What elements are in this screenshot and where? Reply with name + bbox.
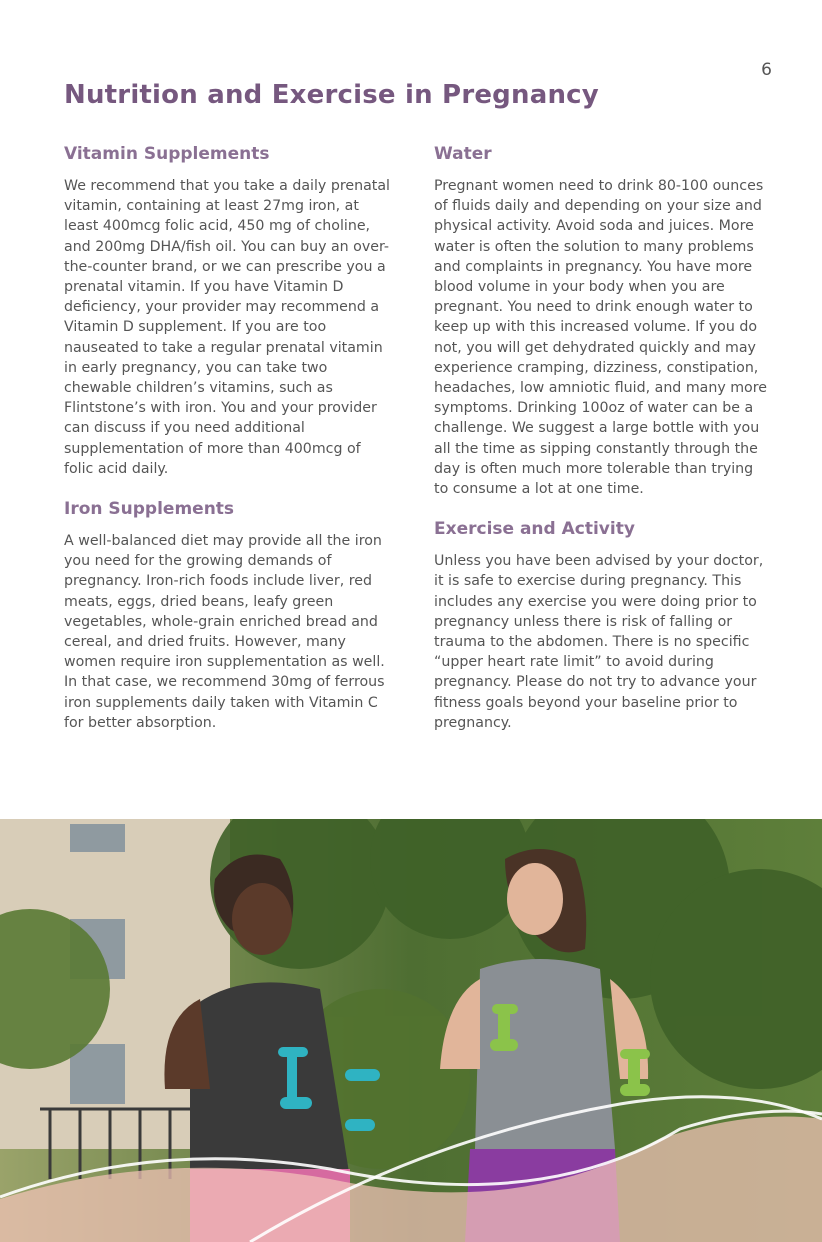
iron-body: A well-balanced diet may provide all the iron you need for the growing demands of pregnancy. Iron-rich foods include liver, red meats, eggs, dried beans, leafy green vegetables, whole-grain enriched bread and cereal, and dried fruits. However, many women require iron supplementation as well. In that case, we recommend 30mg of ferrous iron supplements daily taken with Vitamin C for better absorption. (64, 533, 385, 731)
exercise-body: Unless you have been advised by your doctor, it is safe to exercise during pregnancy. This includes any exercise you were doing prior to pregnancy unless there is risk of falling or trauma to the abdomen. There is no specific “upper heart rate limit” to avoid during pregnancy. Please do not try to advance your fitness goals beyond your baseline prior to pregnancy. (434, 553, 764, 731)
page-number: 6 (761, 60, 772, 80)
right-column (434, 144, 769, 753)
left-column (64, 144, 394, 753)
vitamin-body: We recommend that you take a daily prenatal vitamin, containing at least 27mg iron, at least 400mcg folic acid, 450 mg of choline, and 200mg DHA/fish oil. You can buy an over-the-counter brand, or we can prescribe you a prenatal vitamin. If you have Vitamin D deficiency, your provider may recommend a Vitamin D supplement. If you are too nauseated to take a regular prenatal vitamin in early pregnancy, you can take two chewable children’s vitamins, such as Flintstone’s with iron. You and your provider can discuss if you need additional supplementation of more than 400mcg of folic acid daily. (64, 178, 390, 477)
iron-heading: Iron Supplements (64, 499, 235, 520)
water-body: Pregnant women need to drink 80-100 ounces of fluids daily and depending on your size and physical activity. Avoid soda and juices. More water is often the solution to many problems and complaints in pregnancy. You have more blood volume in your body when you are pregnant. You need to drink enough water to keep up with this increased volume. If you do not, you will get dehydrated quickly and may experience cramping, dizziness, constipation, headaches, low amniotic fluid, and many more symptoms. Drinking 100oz of water can be a challenge. We suggest a large bottle with you all the time as sipping constantly through the day is often much more tolerable than trying to consume a lot at one time. (434, 178, 767, 498)
exercise-photo (0, 819, 822, 1242)
vitamin-heading: Vitamin Supplements (64, 144, 270, 164)
exercise-heading: Exercise and Activity (434, 519, 635, 540)
page-title: Nutrition and Exercise in Pregnancy (64, 80, 599, 110)
water-heading: Water (434, 144, 492, 164)
